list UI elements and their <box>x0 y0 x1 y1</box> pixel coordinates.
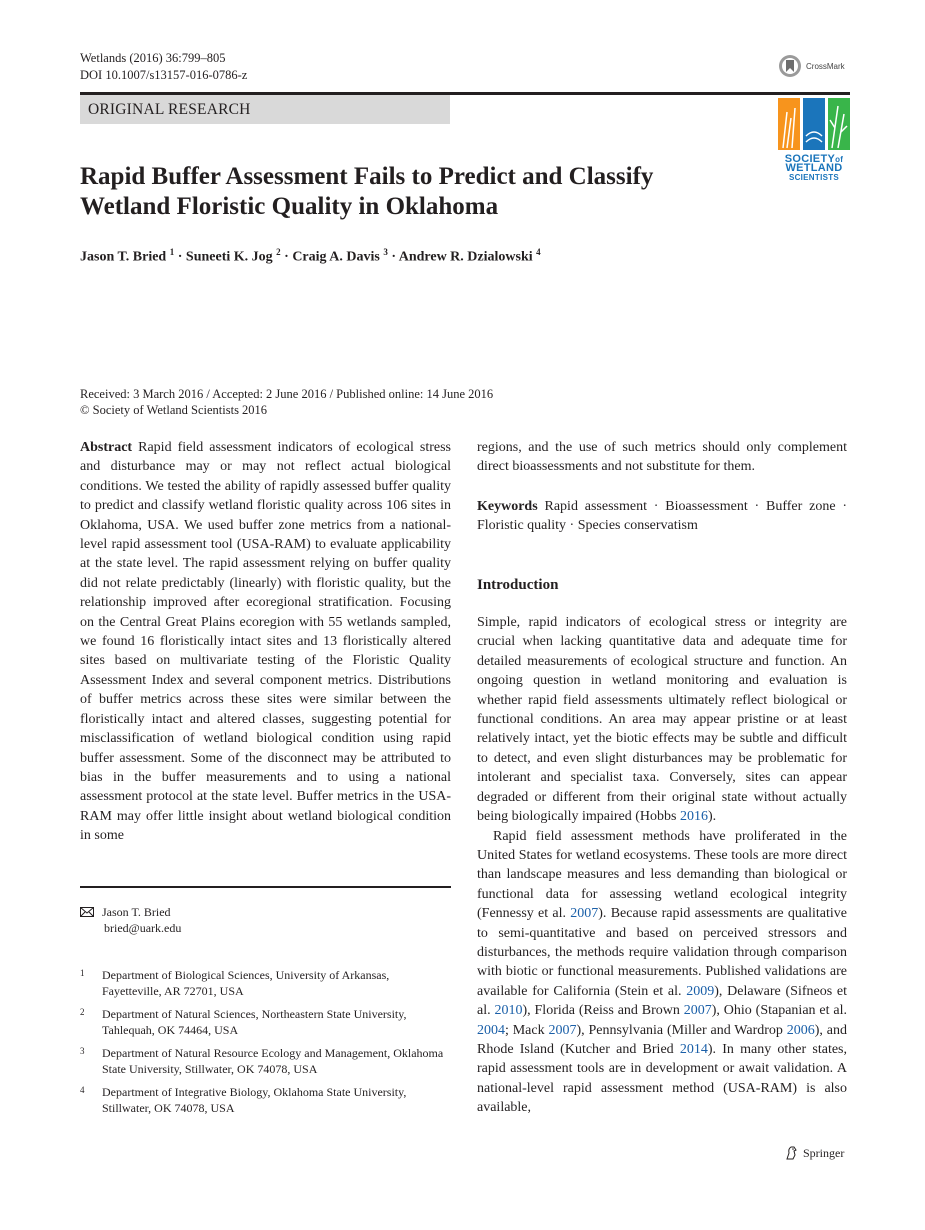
crossmark-label: CrossMark <box>806 61 845 71</box>
envelope-icon <box>80 907 94 917</box>
author-affiliation-ref: 3 <box>383 247 388 257</box>
author-name[interactable]: Suneeti K. Jog <box>185 249 273 265</box>
author-name[interactable]: Craig A. Davis <box>292 249 380 265</box>
intro-text-segment: ). Because rapid assessments are qualitative to semi-quantitative and based on perceived stressors and disturbances, the methods require validation through comparison with biotic or functional measurements. Published validations are available for California (Stein et al. <box>477 906 847 999</box>
society-logo <box>778 98 850 182</box>
corresponding-email[interactable]: bried@uark.edu <box>104 921 182 935</box>
intro-paragraph-2 <box>477 827 847 1118</box>
doi[interactable]: DOI 10.1007/s13157-016-0786-z <box>80 68 248 82</box>
citation-link[interactable]: 2006 <box>786 1022 815 1038</box>
affiliation-3: 3 Department of Natural Resource Ecology and Management, Oklahoma State University, Stillwater, OK 74078, USA <box>80 1046 444 1076</box>
corresponding-author <box>80 904 181 936</box>
publisher-logo <box>784 1145 844 1161</box>
abstract-text: Rapid field assessment indicators of ecological stress and disturbance may or may not reflect actual biological conditions. We tested the ability of rapidly assessed buffer quality to predict and classify wetland floristic quality across 106 sites in Oklahoma, USA. We used buffer zone metrics from a national-level rapid assessment tool (USA-RAM) to evaluate applicability at the state level. The rapid assessment relying on buffer quality did not relate predictably (linearly) with floristic quality, but the relationship improved after ecoregional stratification. Focusing on the Central Great Plains ecoregion with 55 wetlands sampled, we found 16 floristically intact sites and 13 floristically altered sites based on multivariate testing of the Floristic Quality Assessment Index and several component metrics. Distributions of buffer metrics across these sites were similar between the floristically intact and altered classes, suggesting potential for misclassification of wetland biological condition using rapid buffer assessment. Some of the disconnect may be attributed to bias in the buffer measurements and to using a national assessment protocol at the state level. Buffer metrics in the USA-RAM may offer little insight about wetland biological condition in some <box>80 440 451 844</box>
copyright-line: © Society of Wetland Scientists 2016 <box>80 403 268 417</box>
intro-text-segment: ), Pennsylvania (Miller and Wardrop <box>576 1022 787 1038</box>
citation-link[interactable]: 2007 <box>570 906 599 922</box>
crossmark-icon <box>778 54 802 78</box>
publisher-name: Springer <box>803 1145 845 1160</box>
abstract-continuation: regions, and the use of such metrics should only complement direct bioassessments and not substitute for them. <box>477 440 847 475</box>
citation-link[interactable]: 2010 <box>494 1003 523 1019</box>
citation-link[interactable]: 2016 <box>679 809 708 825</box>
footnote-rule <box>80 886 451 888</box>
keywords-text: Rapid assessment · Bioassessment · Buffer zone · Floristic quality · Species conservatism <box>477 498 848 534</box>
citation-link[interactable]: 2014 <box>679 1041 708 1057</box>
affiliation-4: 4 Department of Integrative Biology, Oklahoma State University, Stillwater, OK 74078, USA <box>80 1085 407 1115</box>
affiliation-2: 2 Department of Natural Sciences, Northeastern State University, Tahlequah, OK 74464, USA <box>80 1007 407 1037</box>
dates-line: Received: 3 March 2016 / Accepted: 2 June 2016 / Published online: 14 June 2016 <box>80 387 494 401</box>
article-title: Rapid Buffer Assessment Fails to Predict and Classify Wetland Floristic Quality in Oklahoma <box>80 163 654 220</box>
affiliation-1: 1 Department of Biological Sciences, University of Arkansas, Fayetteville, AR 72701, USA <box>80 968 390 998</box>
society-logo-text: SOCIETYof WETLAND SCIENTISTS <box>784 153 844 182</box>
journal-citation: Wetlands (2016) 36:799–805 <box>80 51 226 65</box>
citation-link[interactable]: 2007 <box>548 1022 577 1038</box>
intro-paragraph-1: Simple, rapid indicators of ecological stress or integrity are crucial when lacking quantitative data and adequate time for detailed measurements of ecological structure and function. An ongoing question in wetland monitoring and evaluation is whether rapid field assessments ultimately reflect biological or functional conditions. An area may appear pristine or at least relatively intact, yet the biotic effects may be subtle and difficult to detect, and even slight disturbances may be problematic for intolerant and specialist taxa. Conversely, sites can appear degraded or different from their original state without actually being biologically impaired (Hobbs 2016). <box>477 615 847 825</box>
keywords <box>477 497 847 536</box>
publication-dates <box>80 386 493 418</box>
section-label: ORIGINAL RESEARCH <box>80 95 450 124</box>
intro-text-segment: ). In many other states, rapid assessment tools are in development or await validation. A national-level rapid assessment method (USA-RAM) is also available, <box>477 1041 847 1116</box>
author-affiliation-ref: 2 <box>276 247 281 257</box>
author-list: Jason T. Bried $^1$ · Suneeti K. Jog $^2$ · Craig A. Davis $^3$ · Andrew R. Dzialowski $^4$ <box>80 247 541 265</box>
author-affiliation-ref: 4 <box>536 247 541 257</box>
crossmark-badge[interactable] <box>778 54 845 78</box>
abstract <box>80 438 451 846</box>
author-name[interactable]: Jason T. Bried <box>80 249 167 265</box>
keywords-label: Keywords <box>477 498 538 514</box>
corresponding-name: Jason T. Bried <box>102 905 171 919</box>
citation-link[interactable]: 2007 <box>683 1003 712 1019</box>
author-affiliation-ref: 1 <box>169 247 175 257</box>
abstract-label: Abstract <box>80 440 133 455</box>
citation-link[interactable]: 2004 <box>477 1022 505 1038</box>
right-column <box>477 438 847 1118</box>
intro-text-segment: ), Florida (Reiss and Brown <box>522 1003 684 1019</box>
journal-info <box>80 50 247 84</box>
intro-text-segment: ), Ohio (Stapanian et al. <box>711 1003 847 1019</box>
intro-text-segment: ; Mack <box>505 1022 549 1038</box>
intro-text-segment: Rapid field assessment methods have proliferated in the United States for wetland ecosystems. These tools are more direct than landscape measures and less demanding than biological or functional data for assessing wetland ecological integrity (Fennessy et al. <box>477 828 847 922</box>
intro-text-segment: ), Delaware (Sifneos et al. <box>477 983 847 1019</box>
intro-text-segment: ), and Rhode Island (Kutcher and Bried <box>477 1022 847 1057</box>
citation-link[interactable]: 2009 <box>686 983 715 999</box>
introduction-heading: Introduction <box>477 576 559 593</box>
springer-horse-icon <box>784 1145 800 1161</box>
author-name[interactable]: Andrew R. Dzialowski <box>398 249 533 265</box>
society-logo-graphic <box>778 98 850 150</box>
